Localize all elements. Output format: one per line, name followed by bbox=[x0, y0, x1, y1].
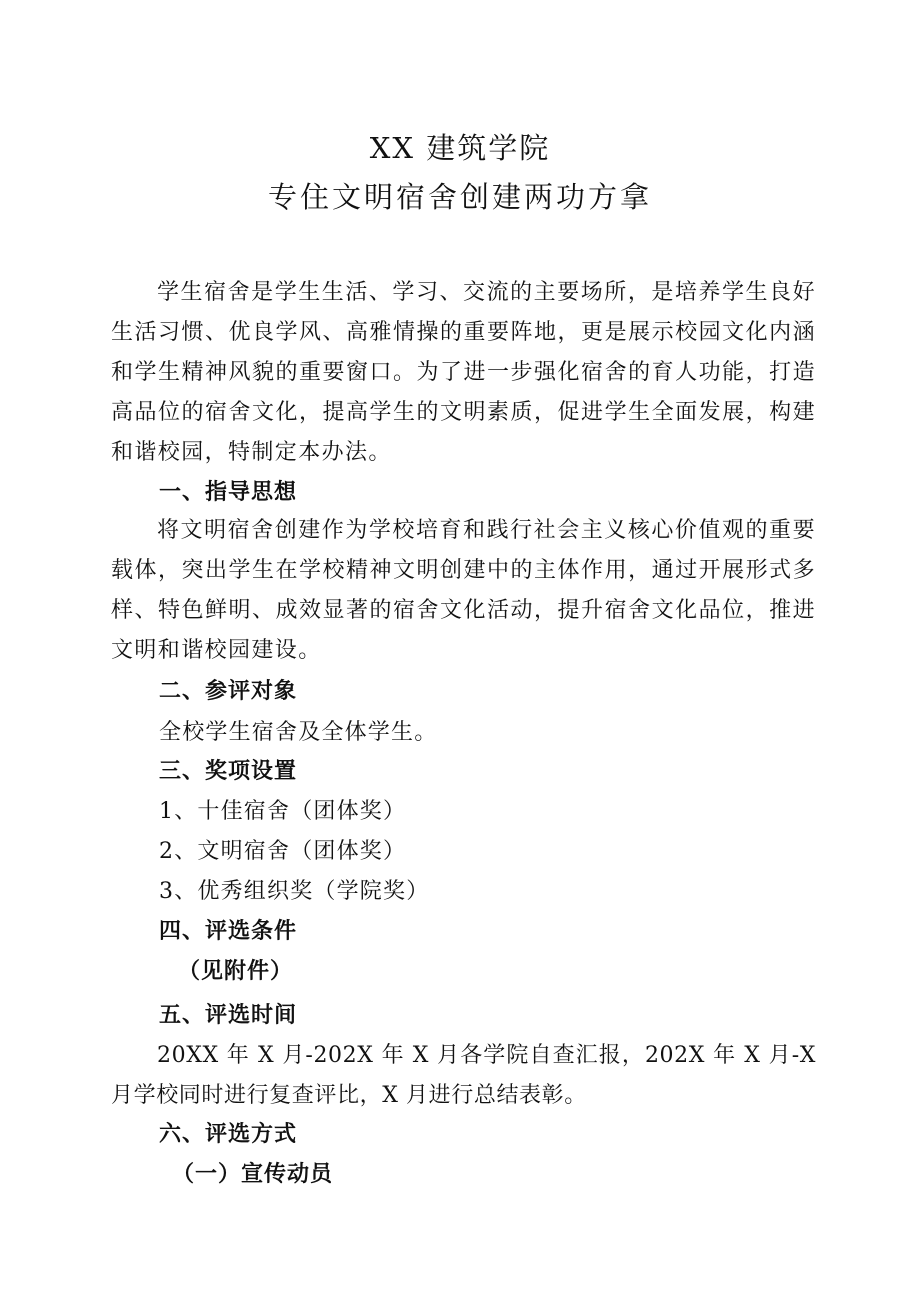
section-heading-schedule: 五、评选时间 bbox=[159, 1003, 298, 1028]
section-text-schedule: 20XX 年 X 月-202X 年 X 月各学院自查汇报，202X 年 X 月-X 月学校同时进行复查评比，X 月进行总结表彰。 bbox=[111, 1043, 816, 1108]
section-heading-guiding: 一、指导思想 bbox=[159, 480, 298, 505]
intro-paragraph: 学生宿舍是学生生活、学习、交流的主要场所，是培养学生良好生活习惯、优良学风、高雅情操的重要阵地，更是展示校园文化内涵和学生精神风貌的重要窗口。为了进一步强化宿舍的育人功能，打造高品位的宿舍文化，提高学生的文明素质，促进学生全面发展，构建和谐校园，特制定本办法。 bbox=[111, 280, 816, 465]
section-heading-criteria: 四、评选条件 bbox=[159, 919, 298, 944]
award-item: 3、优秀组织奖（学院奖） bbox=[159, 879, 430, 904]
section-text-guiding: 将文明宿舍创建作为学校培育和践行社会主义核心价值观的重要载体，突出学生在学校精神文明创建中的主体作用，通过开展形式多样、特色鲜明、成效显著的宿舍文化活动，提升宿舍文化品位，推进文明和谐校园建设。 bbox=[111, 518, 816, 663]
institution-title: XX 建筑学院 bbox=[369, 131, 551, 165]
section-heading-participants: 二、参评对象 bbox=[159, 679, 298, 704]
section-heading-method: 六、评选方式 bbox=[159, 1122, 298, 1147]
award-item: 2、文明宿舍（团体奖） bbox=[159, 839, 407, 864]
method-subheading: （一）宣传动员 bbox=[172, 1162, 334, 1187]
section-heading-awards: 三、奖项设置 bbox=[159, 759, 298, 784]
criteria-note: （见附件） bbox=[178, 959, 294, 984]
document-title: 专住文明宿舍创建两功方拿 bbox=[267, 180, 652, 214]
section-text-participants: 全校学生宿舍及全体学生。 bbox=[159, 720, 438, 745]
award-item: 1、十佳宿舍（团体奖） bbox=[159, 799, 407, 824]
